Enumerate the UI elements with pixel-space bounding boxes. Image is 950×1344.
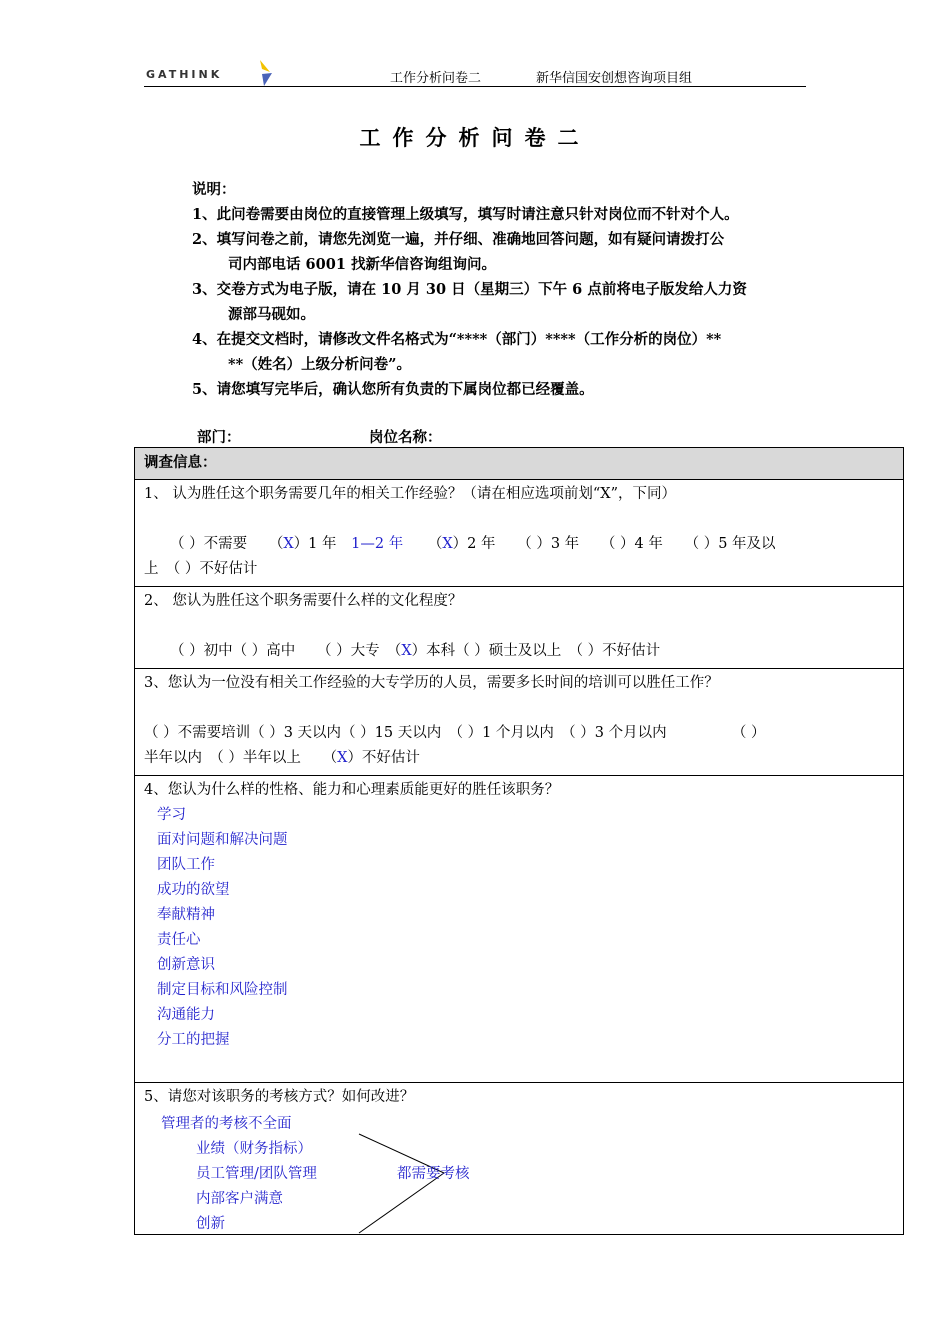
dept-label: 部门： bbox=[197, 429, 241, 446]
instructions bbox=[192, 177, 832, 402]
q1-question: 1、 认为胜任这个职务需要几年的相关工作经验？（请在相应选项前划“X”，下同） bbox=[144, 486, 676, 502]
q1-opts-b: ）1 年 bbox=[293, 536, 337, 552]
q3-question: 3、您认为一位没有相关工作经验的大专学历的人员，需要多长时间的培训可以胜任工作？ bbox=[144, 675, 719, 691]
q4-cell bbox=[135, 776, 904, 1083]
q5-item: 员工管理/团队管理 bbox=[196, 1166, 317, 1182]
q1-range: 1—2 年 bbox=[351, 536, 404, 552]
q4-answer: 沟通能力 bbox=[157, 1007, 215, 1023]
q5-note: 都需要考核 bbox=[397, 1166, 470, 1182]
q4-answer: 创新意识 bbox=[157, 957, 215, 973]
q3-options-line2 bbox=[144, 746, 894, 771]
instruction-2-cont: 司内部电话 6001 找新华信咨询组询问。 bbox=[228, 256, 496, 273]
q2-question: 2、 您认为胜任这个职务需要什么样的文化程度？ bbox=[144, 593, 463, 609]
q5-answer-area bbox=[144, 1110, 894, 1230]
q4-answer: 团队工作 bbox=[157, 857, 215, 873]
instruction-4-cont: **（姓名）上级分析问卷”。 bbox=[228, 356, 412, 373]
page-title: 工作分析问卷二 bbox=[359, 125, 591, 150]
logo-swoosh-icon bbox=[258, 60, 274, 86]
q2-mark: X bbox=[401, 643, 412, 659]
instruction-4: 4、在提交文档时，请修改文件名格式为“****（部门）****（工作分析的岗位）** bbox=[192, 331, 722, 348]
instruction-3-cont: 源部马砚如。 bbox=[228, 306, 315, 323]
instruction-1: 1、此问卷需要由岗位的直接管理上级填写，填写时请注意只针对岗位而不针对个人。 bbox=[192, 206, 739, 223]
company-logo: GATHINK bbox=[146, 68, 223, 81]
q3-cell bbox=[135, 669, 904, 776]
q1-mark-2: X bbox=[442, 536, 453, 552]
instruction-2: 2、填写问卷之前，请您先浏览一遍，并仔细、准确地回答问题，如有疑问请拨打公 bbox=[192, 231, 725, 248]
q1-cell bbox=[135, 480, 904, 587]
q2-opts-a: （ ）初中（ ）高中 （ ）大专 （ bbox=[170, 643, 402, 659]
q1-options bbox=[144, 532, 894, 557]
q4-answer: 成功的欲望 bbox=[157, 882, 230, 898]
q4-answer: 学习 bbox=[157, 807, 186, 823]
instructions-label: 说明： bbox=[192, 181, 236, 198]
page-header bbox=[144, 58, 806, 87]
q5-cell bbox=[135, 1083, 904, 1235]
q1-opts-d: ）2 年 （ ）3 年 （ ）4 年 （ ）5 年及以 bbox=[452, 536, 776, 552]
q4-answer: 奉献精神 bbox=[157, 907, 215, 923]
q2-options bbox=[144, 639, 894, 664]
q5-item: 业绩（财务指标） bbox=[196, 1141, 312, 1157]
q5-item: 创新 bbox=[196, 1216, 225, 1232]
q2-opts-b: ）本科（ ）硕士及以上 （ ）不好估计 bbox=[411, 643, 661, 659]
instruction-3: 3、交卷方式为电子版，请在 10 月 30 日（星期三）下午 6 点前将电子版发给人力资 bbox=[192, 281, 747, 298]
instruction-5: 5、请您填写完毕后，确认您所有负责的下属岗位都已经覆盖。 bbox=[192, 381, 594, 398]
q4-answer: 面对问题和解决问题 bbox=[157, 832, 288, 848]
q4-answer: 制定目标和风险控制 bbox=[157, 982, 288, 998]
q3-options-line1: （ ）不需要培训（ ）3 天以内（ ）15 天以内 （ ）1 个月以内 （ ）3 个月以内 （ ） bbox=[144, 725, 766, 741]
q4-answer: 分工的把握 bbox=[157, 1032, 230, 1048]
header-doc-title: 工作分析问卷二 bbox=[390, 71, 482, 86]
q4-question: 4、您认为什么样的性格、能力和心理素质能更好的胜任该职务？ bbox=[144, 782, 560, 798]
survey-table bbox=[134, 447, 904, 1235]
survey-header: 调查信息： bbox=[135, 448, 904, 480]
q4-answer: 责任心 bbox=[157, 932, 201, 948]
q1-mark-1: X bbox=[283, 536, 294, 552]
q1-options-line2: 上 （ ）不好估计 bbox=[144, 561, 258, 577]
q5-question: 5、请您对该职务的考核方式？如何改进？ bbox=[144, 1089, 415, 1105]
q3-opts-b: ）不好估计 bbox=[347, 750, 420, 766]
q3-opts-a: 半年以内 （ ）半年以上 （ bbox=[144, 750, 338, 766]
q5-answer: 管理者的考核不全面 bbox=[161, 1116, 292, 1132]
header-org: 新华信国安创想咨询项目组 bbox=[536, 71, 693, 86]
position-label: 岗位名称： bbox=[369, 429, 442, 446]
q1-opts-a: （ ）不需要 （ bbox=[170, 536, 284, 552]
q2-cell bbox=[135, 587, 904, 669]
q5-item: 内部客户满意 bbox=[196, 1191, 283, 1207]
q1-opts-c: （ bbox=[427, 536, 443, 552]
q3-mark: X bbox=[337, 750, 348, 766]
